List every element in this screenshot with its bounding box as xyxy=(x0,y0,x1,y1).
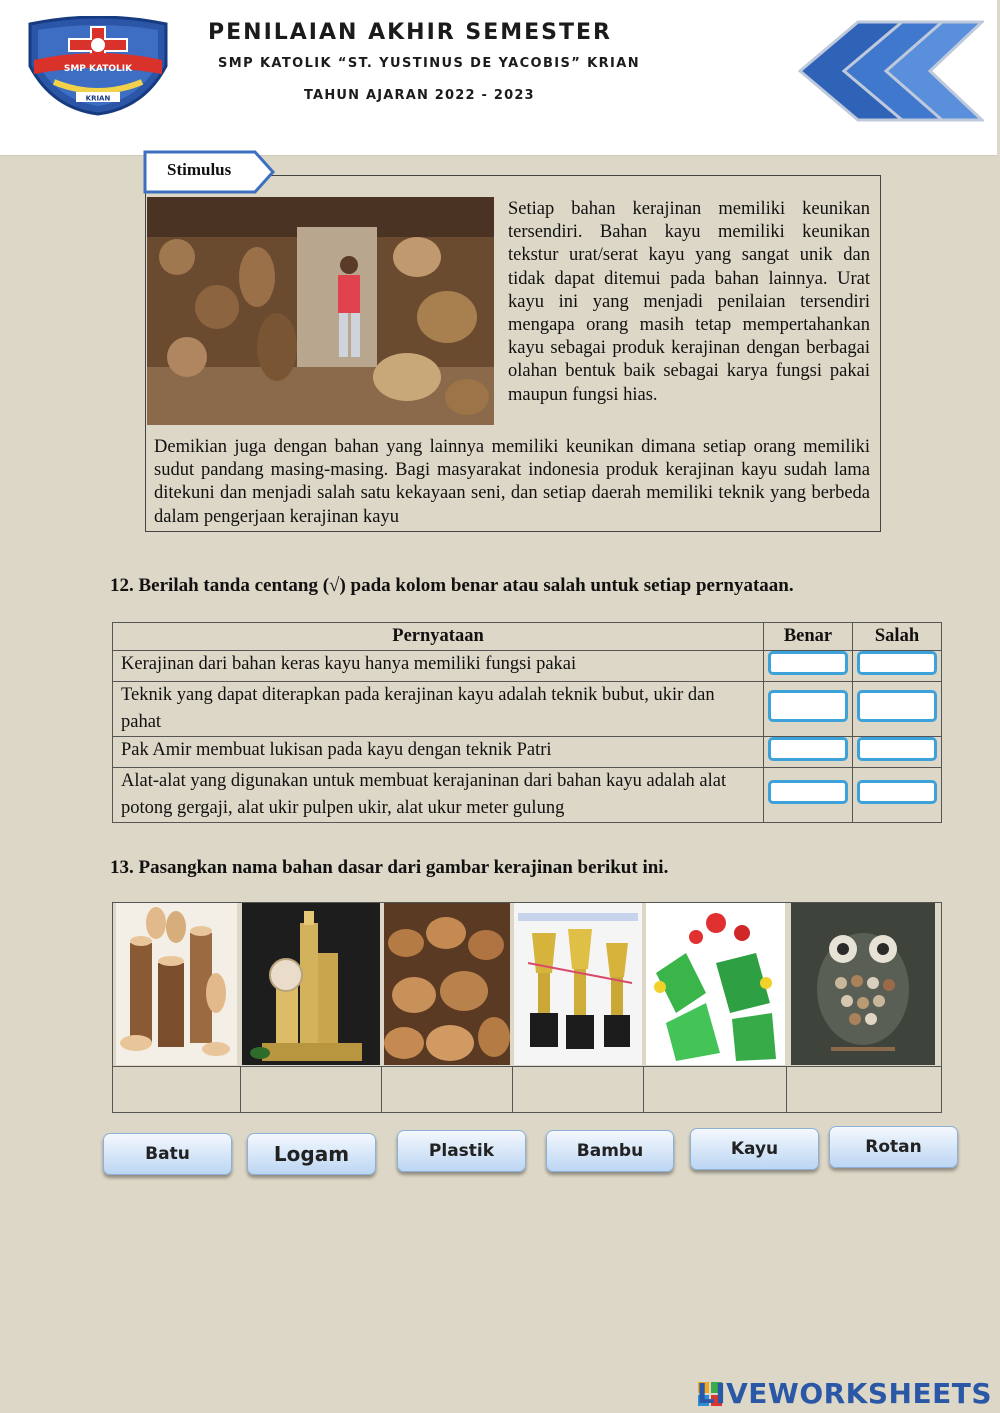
stimulus-tag-label: Stimulus xyxy=(167,160,232,179)
table-header-row xyxy=(113,623,942,651)
stimulus-paragraph-1: Setiap bahan kerajinan memiliki keunikan tersendiri. Bahan kayu memiliki keunikan tekstur urat/serat kayu yang sangat unik dan tidak dapat ditemui pada bahan lainnya. Urat kayu ini yang menjadi penilaian tersendiri mengapa orang masih tetap mempertahankan kayu sebagai produk kerajinan dengan berbagai olahan bentuk baik sebagai karya fungsi pakai maupun fungsi hias. xyxy=(508,199,870,405)
table-row xyxy=(113,737,942,768)
school-name: SMP KATOLIK “ST. YUSTINUS DE YACOBIS” KRIAN xyxy=(218,56,641,71)
stimulus-paragraph-2: Demikian juga dengan bahan yang lainnya memiliki keunikan dimana setiap orang memiliki sudut pandang masing-masing. Bagi masyarakat indonesia produk kerajinan kayu sudah lama ditekuni dan menjadi salah satu kekayaan seni, dan setiap daerah memiliki teknik yang berbeda dalam pengerjaan kerajinan kayu xyxy=(154,437,870,527)
statement-cell: Alat-alat yang digunakan untuk membuat kerajaninan dari bahan kayu adalah alat potong gergaji, alat ukir pulpen ukir, alat ukur meter gulung xyxy=(113,768,764,823)
table-row xyxy=(113,651,942,682)
exam-title: PENILAIAN AKHIR SEMESTER xyxy=(208,20,612,45)
option-chip-plastik[interactable]: Plastik xyxy=(397,1130,526,1172)
option-chip-rotan[interactable]: Rotan xyxy=(829,1126,958,1168)
school-logo xyxy=(24,16,172,116)
answer-drop-cell[interactable] xyxy=(241,1067,382,1113)
chevron-decoration-icon xyxy=(798,18,984,124)
answer-drop-cell[interactable] xyxy=(513,1067,644,1113)
answer-box-true[interactable] xyxy=(768,780,848,804)
rattan-baskets-image xyxy=(384,903,510,1065)
stone-owl-image xyxy=(791,903,935,1065)
logo-text: SMP KATOLIK xyxy=(63,64,133,74)
answer-drop-cell[interactable] xyxy=(112,1067,241,1113)
logo-subtext: KRIAN xyxy=(85,94,111,103)
wood-craft-image xyxy=(116,903,237,1065)
statement-cell: Teknik yang dapat diterapkan pada kerajinan kayu adalah teknik bubut, ukir dan pahat xyxy=(113,682,764,737)
stimulus-tag xyxy=(143,150,275,194)
header-banner xyxy=(0,0,997,156)
answer-box-true[interactable] xyxy=(768,737,848,761)
header-true: Benar xyxy=(764,623,853,651)
metal-trophies-image xyxy=(514,903,642,1065)
answer-box-false[interactable] xyxy=(857,737,937,761)
answer-box-false[interactable] xyxy=(857,780,937,804)
answer-drop-cell[interactable] xyxy=(382,1067,513,1113)
craft-shop-photo xyxy=(147,197,494,425)
header-false: Salah xyxy=(853,623,942,651)
option-chip-logam[interactable]: Logam xyxy=(247,1133,376,1175)
answer-box-true[interactable] xyxy=(768,690,848,722)
question-12: 12. Berilah tanda centang (√) pada kolom benar atau salah untuk setiap pernyataan. xyxy=(110,575,794,596)
true-false-table xyxy=(112,622,942,823)
table-row xyxy=(113,768,942,823)
question-13: 13. Pasangkan nama bahan dasar dari gambar kerajinan berikut ini. xyxy=(110,857,669,878)
statement-cell: Kerajinan dari bahan keras kayu hanya memiliki fungsi pakai xyxy=(113,651,764,682)
option-chip-batu[interactable]: Batu xyxy=(103,1133,232,1175)
answer-box-false[interactable] xyxy=(857,690,937,722)
option-chip-kayu[interactable]: Kayu xyxy=(690,1128,819,1170)
matching-answer-row xyxy=(112,1066,942,1113)
header-statement: Pernyataan xyxy=(113,623,764,651)
liveworksheets-brand: LIVEWORKSHEETS xyxy=(696,1377,992,1410)
bamboo-craft-image xyxy=(242,903,380,1065)
statement-cell: Pak Amir membuat lukisan pada kayu dengan teknik Patri xyxy=(113,737,764,768)
academic-year: TAHUN AJARAN 2022 - 2023 xyxy=(304,88,535,103)
answer-box-true[interactable] xyxy=(768,651,848,675)
answer-drop-cell[interactable] xyxy=(644,1067,787,1113)
table-row xyxy=(113,682,942,737)
answer-box-false[interactable] xyxy=(857,651,937,675)
answer-drop-cell[interactable] xyxy=(787,1067,942,1113)
plastic-flowers-image xyxy=(646,903,785,1065)
option-chip-bambu[interactable]: Bambu xyxy=(546,1130,674,1172)
